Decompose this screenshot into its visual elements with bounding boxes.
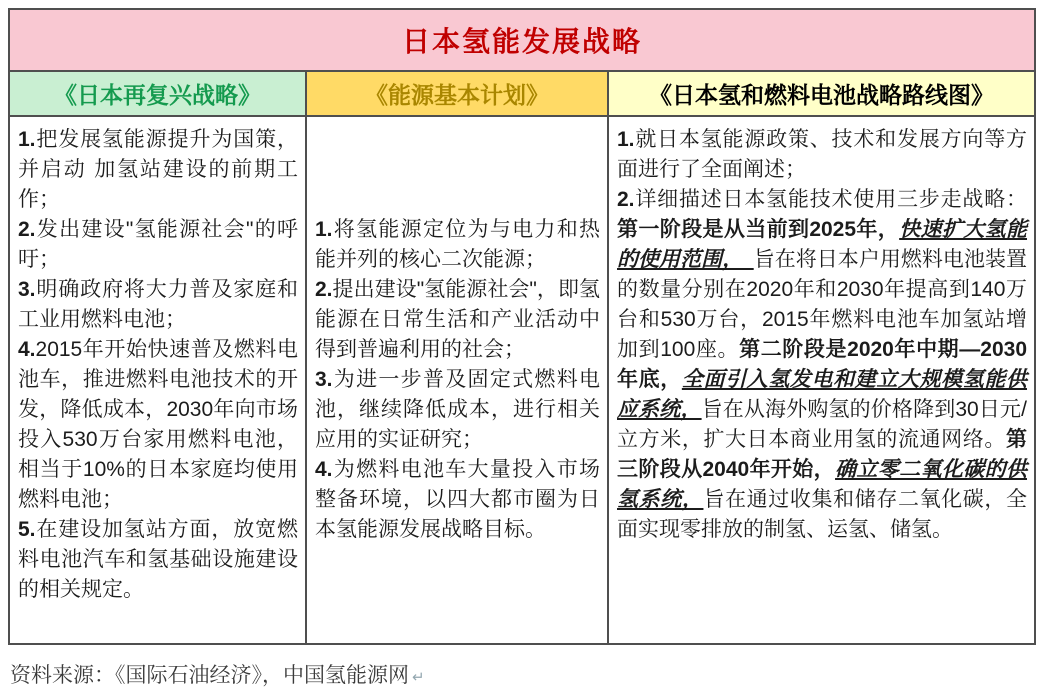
return-mark-icon: ↵: [412, 669, 425, 686]
hydrogen-strategy-table: [8, 8, 1036, 645]
column-body-basic-energy-plan: [307, 117, 607, 643]
text-segment: 第三阶段从2040年开始，: [617, 428, 1027, 481]
text-segment: 全面引入氢发电和建立大规模氢能供应系统，: [617, 368, 1028, 421]
text-segment: 在建设加氢站方面，放宽燃料电池汽车和氢基础设施建设的相关规定。: [18, 518, 298, 601]
text-segment: 2015年开始快速普及燃料电池车，推进燃料电池技术的开发，降低成本，2030年向市场投入530万台家用燃料电池，相当于10%的日本家庭均使用燃料电池；: [18, 338, 298, 511]
paragraph: [315, 365, 600, 455]
text-segment: 详细描述日本氢能技术使用三步走战略：: [634, 188, 1027, 211]
text-segment: 3.: [315, 368, 333, 391]
column-body-renaissance-strategy: [10, 117, 305, 643]
text-segment: 把发展氢能源提升为国策，并启动 加氢站建设的前期工作；: [18, 128, 298, 211]
text-segment: 第一阶段是从当前到2025年，: [617, 218, 900, 241]
text-segment: 旨在将日本户用燃料电池装置的数量分别在2020年和2030年提高到140万台和530万台，2015年燃料电池车加氢站增加到100座。: [617, 248, 1028, 361]
text-segment: 明确政府将大力普及家庭和工业用燃料电池；: [18, 278, 298, 331]
text-segment: 旨在通过收集和储存二氧化碳，全面实现零排放的制氢、运氢、储氢。: [617, 488, 1028, 541]
text-segment: 4.: [315, 458, 333, 481]
text-segment: 确立零二氧化碳的供氢系统，: [617, 458, 1028, 511]
paragraph: [18, 515, 298, 605]
source-attribution: [10, 659, 425, 689]
text-segment: 4.: [18, 338, 36, 361]
text-segment: 将氢能源定位为与电力和热能并列的核心二次能源；: [315, 218, 600, 271]
text-segment: 2.: [315, 278, 333, 301]
text-segment: 就日本氢能源政策、技术和发展方向等方面进行了全面阐述；: [617, 128, 1027, 181]
text-segment: 2.: [617, 188, 635, 211]
text-segment: 1.: [617, 128, 635, 151]
paragraph: [315, 215, 600, 275]
column-header-fuel-cell-roadmap: 《日本氢和燃料电池战略路线图》: [609, 72, 1034, 115]
text-segment: 第二阶段是2020年中期—2030年底，: [617, 338, 1028, 391]
paragraph: [617, 125, 1027, 185]
table-title: 日本氢能发展战略: [10, 10, 1034, 70]
text-segment: 1.: [315, 218, 333, 241]
paragraph: [18, 215, 298, 275]
source-text: 资料来源：《国际石油经济》，中国氢能源网: [10, 664, 409, 687]
paragraph: [18, 335, 298, 515]
paragraph: [18, 275, 298, 335]
text-segment: 旨在从海外购氢的价格降到30日元/立方米，扩大日本商业用氢的流通网络。: [617, 398, 1027, 451]
paragraph: [617, 185, 1027, 545]
text-segment: 5.: [18, 518, 36, 541]
text-segment: 2.: [18, 218, 36, 241]
paragraph: [315, 455, 600, 545]
column-body-fuel-cell-roadmap: [609, 117, 1034, 643]
column-header-basic-energy-plan: 《能源基本计划》: [307, 72, 607, 115]
column-header-renaissance-strategy: 《日本再复兴战略》: [10, 72, 305, 115]
paragraph: [18, 125, 298, 215]
text-segment: 3.: [18, 278, 36, 301]
text-segment: 提出建设"氢能源社会"，即氢能源在日常生活和产业活动中得到普遍利用的社会；: [315, 278, 600, 361]
text-segment: 为进一步普及固定式燃料电池，继续降低成本，进行相关应用的实证研究；: [315, 368, 600, 451]
text-segment: 1.: [18, 128, 36, 151]
text-segment: 发出建设"氢能源社会"的呼吁；: [18, 218, 298, 271]
text-segment: 快速扩大氢能的使用范围，: [617, 218, 1028, 271]
paragraph: [315, 275, 600, 365]
text-segment: 为燃料电池车大量投入市场整备环境，以四大都市圈为日本氢能源发展战略目标。: [315, 458, 600, 541]
